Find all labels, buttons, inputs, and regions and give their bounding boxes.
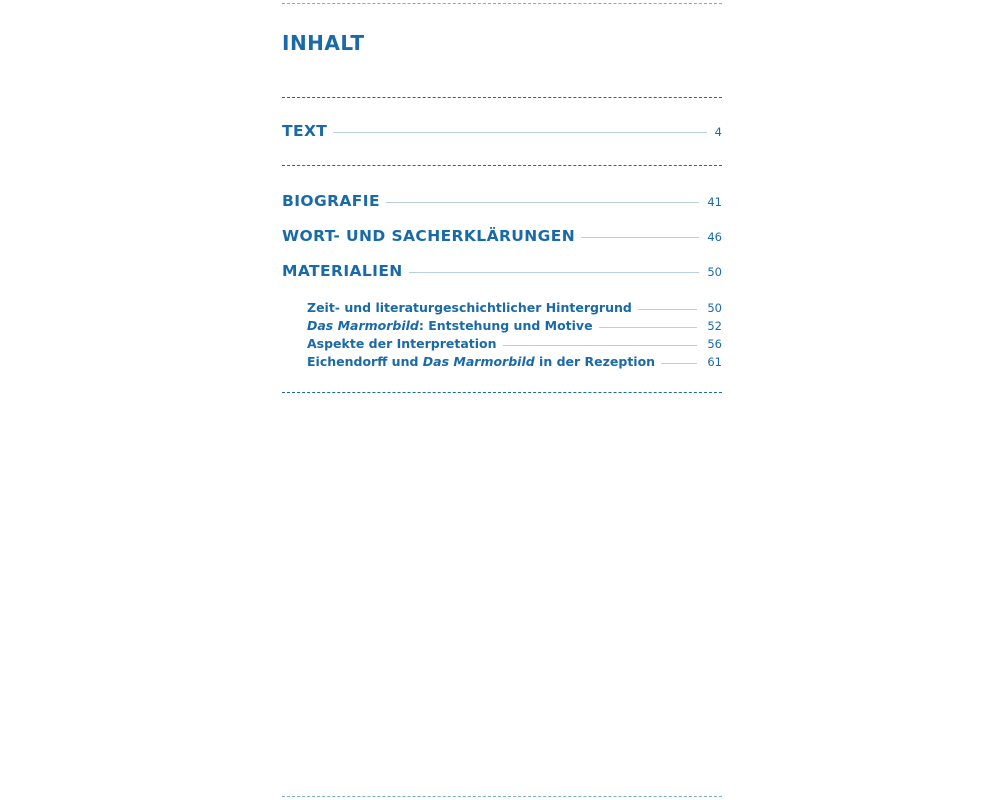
toc-entry-text[interactable] — [282, 122, 722, 140]
dot-leader — [333, 132, 706, 133]
label-text: : Entstehung und Motive — [418, 318, 593, 333]
toc-subentry[interactable] — [307, 354, 722, 369]
toc-page-number: 52 — [707, 319, 722, 333]
work-title: Das Marmorbild — [422, 354, 535, 369]
toc-subentry[interactable] — [307, 318, 722, 333]
dot-leader — [638, 309, 698, 310]
toc-entry-wort-und-sacherklaerungen[interactable] — [282, 227, 722, 245]
dot-leader — [386, 202, 699, 203]
toc-page — [282, 0, 722, 800]
toc-page-number: 46 — [707, 230, 722, 244]
divider — [282, 392, 722, 393]
toc-subentry[interactable] — [307, 300, 722, 315]
toc-entry-label: TEXT — [282, 122, 328, 140]
toc-page-number: 61 — [707, 355, 722, 369]
page-title: INHALT — [282, 31, 365, 55]
dot-leader — [581, 237, 699, 238]
dot-leader — [599, 327, 698, 328]
toc-page-number: 50 — [707, 301, 722, 315]
toc-entry-label: WORT- UND SACHERKLÄRUNGEN — [282, 227, 576, 245]
toc-page-number: 41 — [707, 195, 722, 209]
top-divider — [282, 3, 722, 4]
toc-entry-label: BIOGRAFIE — [282, 192, 380, 210]
bottom-divider — [282, 796, 722, 797]
toc-subentry-label: Aspekte der Interpretation — [307, 336, 497, 351]
dot-leader — [661, 363, 697, 364]
dot-leader — [409, 272, 700, 273]
toc-page-number: 56 — [707, 337, 722, 351]
toc-entry-biografie[interactable] — [282, 192, 722, 210]
toc-subentry-label: Zeit- und literaturgeschichtlicher Hintergrund — [307, 300, 632, 315]
toc-subentry[interactable] — [307, 336, 722, 351]
toc-page-number: 50 — [707, 265, 722, 279]
divider — [282, 97, 722, 98]
label-text: Eichendorff und — [307, 354, 423, 369]
divider — [282, 165, 722, 166]
toc-entry-materialien[interactable] — [282, 262, 722, 280]
toc-entry-label: MATERIALIEN — [282, 262, 403, 280]
toc-page-number: 4 — [714, 125, 722, 139]
label-text: in der Rezeption — [534, 354, 656, 369]
toc-subentry-label — [307, 354, 655, 369]
work-title: Das Marmorbild — [307, 318, 419, 333]
dot-leader — [503, 345, 698, 346]
toc-subentry-label — [307, 318, 593, 333]
